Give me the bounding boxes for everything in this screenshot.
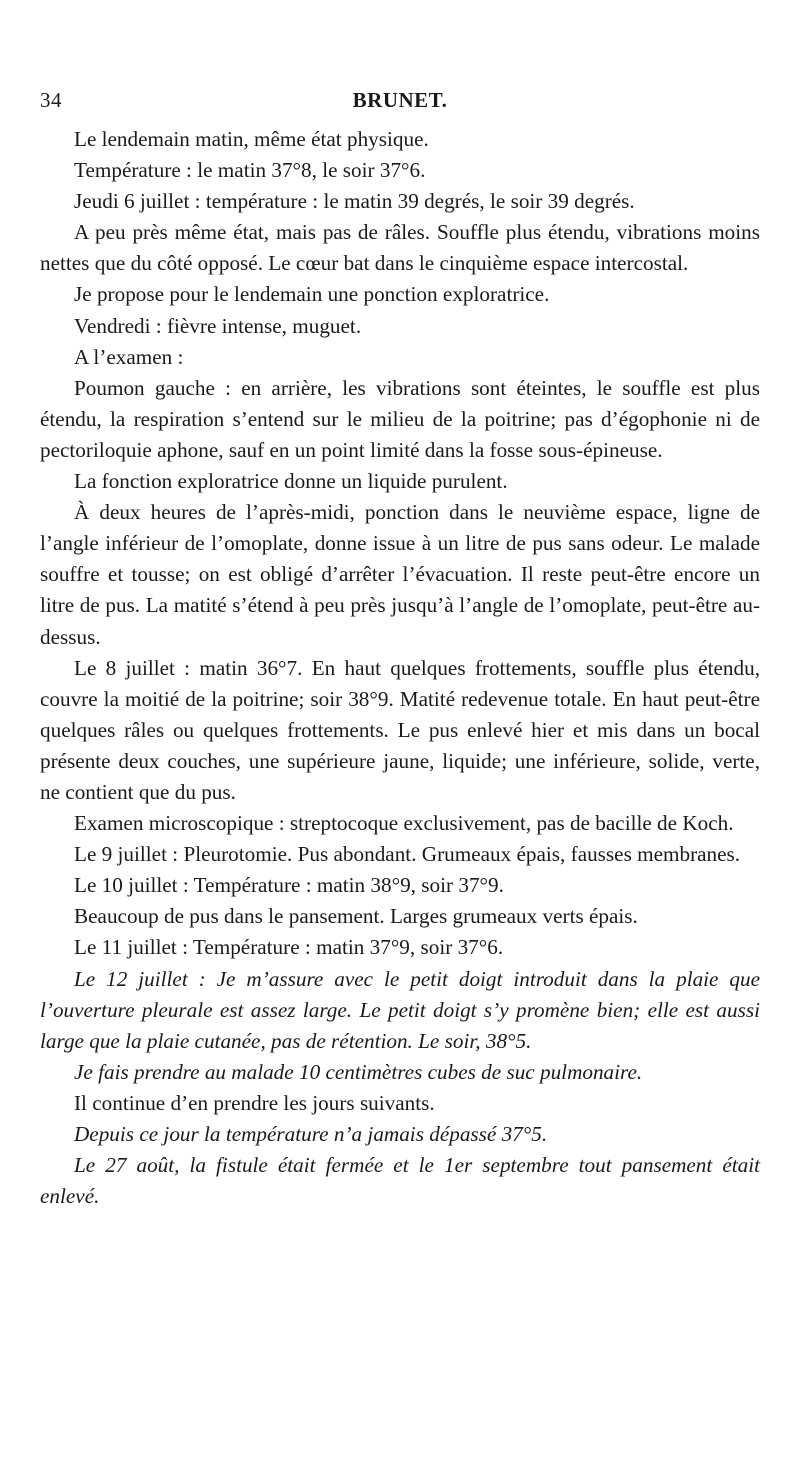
body-text bbox=[40, 124, 760, 1212]
paragraph: A peu près même état, mais pas de râles. Souffle plus étendu, vibrations moins nettes que du côté opposé. Le cœur bat dans le cinquième espace intercostal. bbox=[40, 220, 760, 276]
paragraph: À deux heures de l’après-midi, ponction dans le neuvième espace, ligne de l’angle inférieur de l’omoplate, donne issue à un litre de pus sans odeur. Le malade souffre et tousse; on est obligé d’arrêter l’évacuation. Il reste peut-être encore un litre de pus. La matité s’étend à peu près jusqu’à l’angle de l’omoplate, peut-être au-dessus. bbox=[40, 500, 760, 649]
paragraph: A l’examen : bbox=[74, 344, 184, 369]
paragraph: Température : le matin 37°8, le soir 37°6. bbox=[74, 158, 426, 183]
paragraph: Vendredi : fièvre intense, muguet. bbox=[74, 313, 362, 338]
paragraph: Jeudi 6 juillet : température : le matin 39 degrés, le soir 39 degrés. bbox=[74, 189, 635, 214]
paragraph: Il continue d’en prendre les jours suivants. bbox=[74, 1090, 435, 1115]
paragraph: Le 27 août, la fistule était fermée et le 1er septembre tout pansement était enlevé. bbox=[40, 1153, 760, 1209]
book-page bbox=[40, 88, 760, 1212]
paragraph: Je propose pour le lendemain une ponction exploratrice. bbox=[74, 282, 550, 307]
paragraph: Le lendemain matin, même état physique. bbox=[74, 127, 429, 151]
paragraph: Le 12 juillet : Je m’assure avec le petit doigt introduit dans la plaie que l’ouverture pleurale est assez large. Le petit doigt s’y promène bien; elle est aussi large que la plaie cutanée, pas de rétention. Le soir, 38°5. bbox=[40, 966, 760, 1053]
page-number: 34 bbox=[40, 88, 62, 112]
paragraph: Poumon gauche : en arrière, les vibrations sont éteintes, le souffle est plus étendu, la respiration s’entend sur le milieu de la poitrine; pas d’égophonie ni de pectoriloquie aphone, sauf en un point limité dans la fosse sous-épineuse. bbox=[40, 375, 760, 462]
paragraph: Je fais prendre au malade 10 centimètres cubes de suc pulmonaire. bbox=[74, 1059, 643, 1084]
running-header bbox=[40, 88, 760, 124]
paragraph: Le 11 juillet : Température : matin 37°9, soir 37°6. bbox=[74, 935, 504, 960]
paragraph: Le 9 juillet : Pleurotomie. Pus abondant. Grumeaux épais, fausses membranes. bbox=[74, 842, 741, 867]
paragraph: Le 8 juillet : matin 36°7. En haut quelques frottements, souffle plus étendu, couvre la moitié de la poitrine; soir 38°9. Matité redevenue totale. En haut peut-être quelques râles ou quelques frottements. Le pus enlevé hier et mis dans un bocal présente deux couches, une supérieure jaune, liquide; une inférieure, solide, verte, ne contient que du pus. bbox=[40, 655, 760, 804]
paragraph: Depuis ce jour la température n’a jamais dépassé 37°5. bbox=[74, 1122, 548, 1146]
paragraph: Examen microscopique : streptocoque exclusivement, pas de bacille de Koch. bbox=[74, 811, 734, 836]
paragraph: Beaucoup de pus dans le pansement. Larges grumeaux verts épais. bbox=[74, 904, 638, 929]
paragraph: La fonction exploratrice donne un liquide purulent. bbox=[74, 469, 508, 494]
paragraph: Le 10 juillet : Température : matin 38°9, soir 37°9. bbox=[74, 873, 504, 898]
running-title: BRUNET. bbox=[352, 88, 448, 112]
